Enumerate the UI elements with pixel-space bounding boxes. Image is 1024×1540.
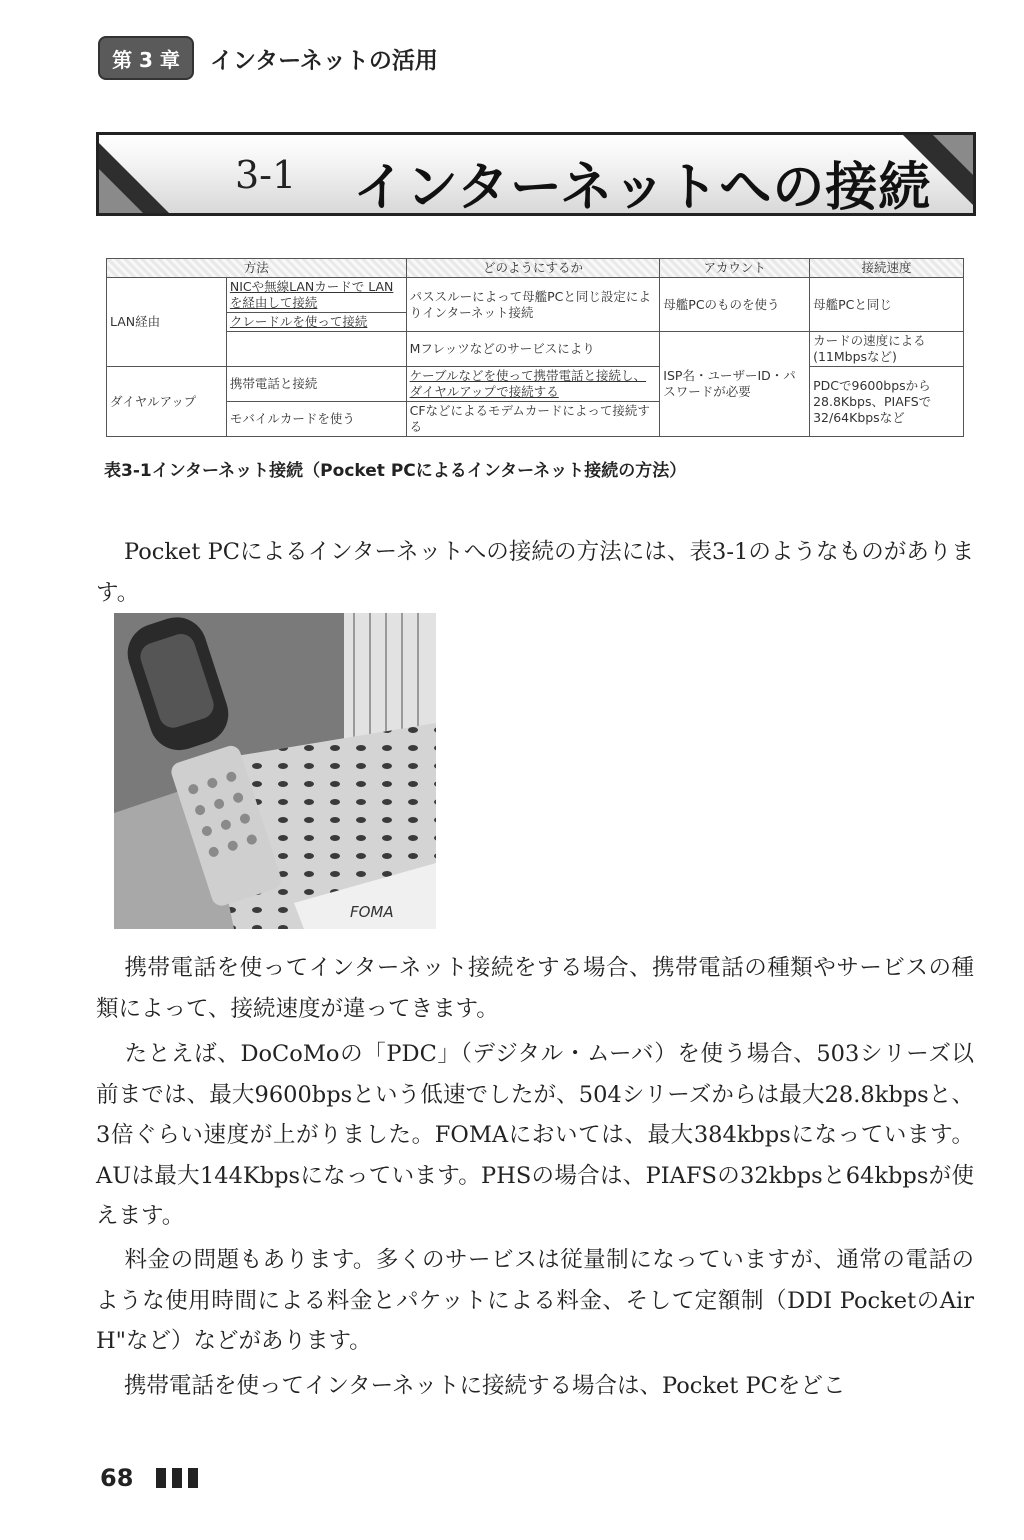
section-title: インターネットへの接続 (353, 158, 932, 216)
cell-lan-speed: 母艦PCと同じ (810, 278, 964, 332)
paragraph-intro-text: Pocket PCによるインターネットへの接続の方法には、表3-1のようなものがあります。 (96, 539, 974, 606)
cell-lan-cradle: クレードルを使って接続 (226, 313, 406, 332)
page-bars-ornament (156, 1466, 200, 1490)
chapter-title: インターネットの活用 (210, 48, 438, 74)
cell-phone-method: 携帯電話と接続 (226, 367, 406, 402)
table-header-row (107, 259, 964, 278)
cell-lan-label: LAN経由 (107, 278, 227, 367)
cell-flets-how: Mフレッツなどのサービスにより (406, 332, 660, 367)
phone-photo-image (114, 613, 436, 929)
header-method: 方法 (107, 259, 407, 278)
banner-left-ornament (99, 135, 179, 213)
cell-flets-speed: カードの速度による(11Mbpsなど) (810, 332, 964, 367)
page-number: 68 (100, 1464, 134, 1492)
table-caption: 表3-1インターネット接続（Pocket PCによるインターネット接続の方法） (104, 461, 687, 481)
header-account: アカウント (660, 259, 810, 278)
photo-foma-label: FOMA (350, 903, 394, 921)
cell-lan-how: パススルーによって母艦PCと同じ設定によりインターネット接続 (406, 278, 660, 332)
cell-lan-nic: NICや無線LANカードで LANを経由して接続 (226, 278, 406, 313)
cell-dialup-account: ISP名・ユーザーID・パスワードが必要 (660, 332, 810, 437)
connection-methods-table (106, 258, 964, 437)
paragraph-pricing-text: 料金の問題もあります。多くのサービスは従量制になっていますが、通常の電話のような使用時間による料金とパケットによる料金、そして定額制（DDI PocketのAir H"など）などがあります。 (96, 1247, 974, 1354)
table-row (107, 332, 964, 367)
paragraph-phone-speed-text: 携帯電話を使ってインターネット接続をする場合、携帯電話の種類やサービスの種類によって、接続速度が違ってきます。 (96, 955, 974, 1022)
cell-modem-how: CFなどによるモデムカードによって接続する (406, 402, 660, 437)
paragraph-intro (96, 532, 974, 613)
cell-phone-how: ケーブルなどを使って携帯電話と接続し、ダイヤルアップで接続する (406, 367, 660, 402)
paragraph-continue (96, 1366, 974, 1407)
header-how: どのようにするか (406, 259, 660, 278)
paragraph-docomo-text: たとえば、DoCoMoの「PDC」（デジタル・ムーバ）を使う場合、503シリーズ以前までは、最大9600bpsという低速でしたが、504シリーズからは最大28.8kbpsと、3倍ぐらい速度が上がりました。FOMAにおいては、最大384kbpsになっています。AUは最大144Kbpsになっています。PHSの場合は、PIAFSの32kbpsと64kbpsが使えます。 (96, 1041, 974, 1229)
cell-dialup-speed: PDCで9600bpsから28.8Kbps、PIAFSで32/64Kbpsなど (810, 367, 964, 437)
cell-dialup-label: ダイヤルアップ (107, 367, 227, 437)
cell-empty (226, 332, 406, 367)
section-number: 3-1 (235, 153, 297, 197)
paragraph-phone-speed (96, 948, 974, 1029)
section-banner (96, 132, 976, 216)
chapter-badge: 第 3 章 (98, 36, 194, 80)
phone-photo (114, 613, 436, 929)
paragraph-pricing (96, 1240, 974, 1362)
cell-lan-account: 母艦PCのものを使う (660, 278, 810, 332)
header-speed: 接続速度 (810, 259, 964, 278)
cell-modem-method: モバイルカードを使う (226, 402, 406, 437)
table-row (107, 278, 964, 313)
paragraph-continue-text: 携帯電話を使ってインターネットに接続する場合は、Pocket PCをどこ (124, 1373, 846, 1399)
paragraph-docomo (96, 1034, 974, 1237)
